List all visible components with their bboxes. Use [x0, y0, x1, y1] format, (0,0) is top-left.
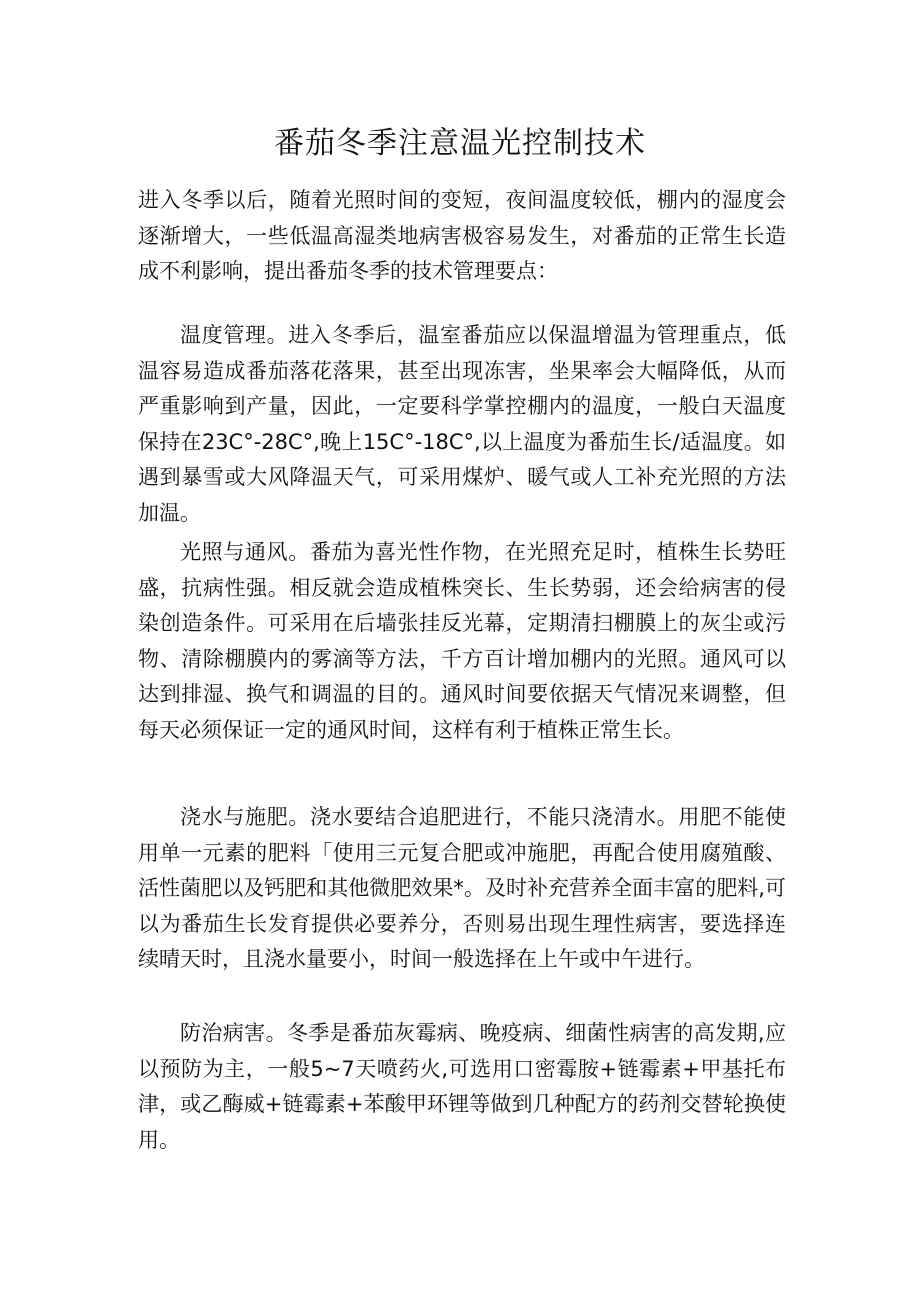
paragraph-intro: 进入冬季以后，随着光照时间的变短，夜间温度较低，棚内的湿度会逐渐增大，一些低温高湿类地病害极容易发生，对番茄的正常生长造成不利影响，提出番茄冬季的技术管理要点： [138, 188, 786, 284]
paragraph-light-and-ventilation: 光照与通风。番茄为喜光性作物，在光照充足时，植株生长势旺盛，抗病性强。相反就会造成植株突长、生长势弱，还会给病害的侵染创造条件。可采用在后墙张挂反光幕，定期清扫棚膜上的灰尘或污物、清除棚膜内的雾滴等方法，千方百计增加棚内的光照。通风可以达到排湿、换气和调温的目的。通风时间要依据天气情况来调整，但每天必须保证一定的通风时间，这样有利于植株正常生长。 [138, 540, 786, 742]
paragraph-disease-prevention: 防治病害。冬季是番茄灰霉病、晚疫病、细菌性病害的高发期,应以预防为主，一般5~7天喷药火,可选用口密霉胺+链霉素+甲基托布津，或乙酶威+链霉素+苯酸甲环锂等做到几种配方的药剂交替轮换使用。 [138, 1021, 786, 1152]
paragraph-temperature-management: 温度管理。进入冬季后，温室番茄应以保温增温为管理重点，低温容易造成番茄落花落果，甚至出现冻害，坐果率会大幅降低，从而严重影响到产量，因此，一定要科学掌控棚内的温度，一般白天温度保持在23C°-28C°,晚上15C°-18C°,以上温度为番茄生长/适温度。如遇到暴雪或大风降温天气，可采用煤炉、暖气或人工补充光照的方法加温。 [138, 323, 786, 525]
document-title: 番茄冬季注意温光控制技术 [274, 126, 646, 161]
paragraph-watering-and-fertilizing: 浇水与施肥。浇水要结合追肥进行，不能只浇清水。用肥不能使用单一元素的肥料「使用三元复合肥或冲施肥，再配合使用腐殖酸、活性菌肥以及钙肥和其他微肥效果*。及时补充营养全面丰富的肥料,可以为番茄生长发育提供必要养分，否则易出现生理性病害，要选择连续晴天时，且浇水量要小，时间一般选择在上午或中午进行。 [138, 805, 786, 972]
